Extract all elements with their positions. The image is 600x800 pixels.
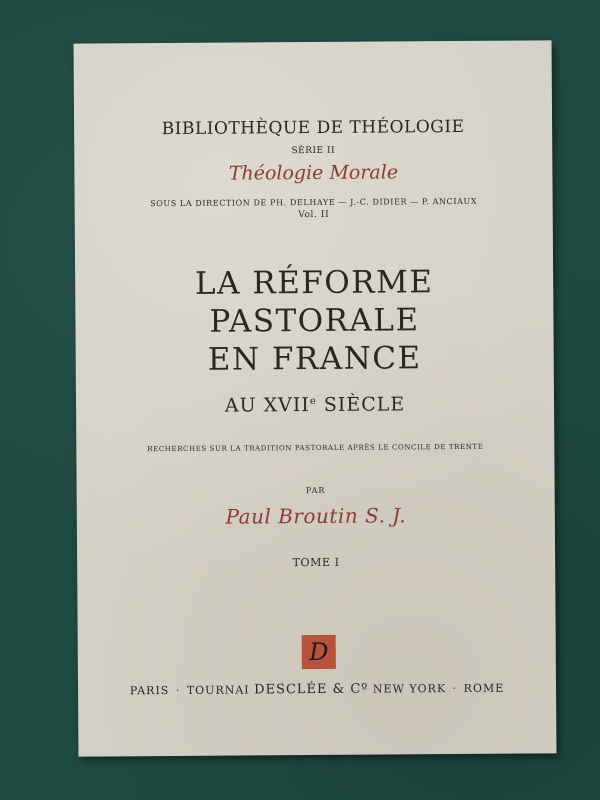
title-line: PASTORALE xyxy=(209,302,420,340)
title-line: EN FRANCE xyxy=(207,340,422,378)
editorial-direction xyxy=(75,196,553,221)
separator: · xyxy=(175,683,181,697)
volume-label: Vol. II xyxy=(298,209,330,221)
editors-line: SOUS LA DIRECTION DE PH. DELHAYE — J.-C. DIDIER — P. ANCIAUX xyxy=(150,196,478,209)
century-superscript: e xyxy=(309,395,317,408)
imprint-city: NEW YORK xyxy=(372,682,447,696)
imprint-city: ROME xyxy=(463,681,505,695)
book-title xyxy=(75,262,554,379)
publisher-logo: D xyxy=(302,635,336,669)
series-subtitle: Théologie Morale xyxy=(228,161,399,185)
series-number: SÉRIE II xyxy=(291,145,336,157)
research-subtitle: RECHERCHES SUR LA TRADITION PASTORALE APRÈS LE CONCILE DE TRENTE xyxy=(147,442,484,454)
author-name: Paul Broutin S. J. xyxy=(225,503,407,529)
by-label: PAR xyxy=(305,485,326,496)
title-line: LA RÉFORME xyxy=(194,264,434,302)
century-subtitle xyxy=(76,392,554,417)
tome-label: TOME I xyxy=(292,555,340,570)
imprint-city: TOURNAI xyxy=(186,683,250,697)
century-prefix: AU XVII xyxy=(224,394,310,417)
series-title: BIBLIOTHÈQUE DE THÉOLOGIE xyxy=(161,116,465,140)
imprint-city: PARIS xyxy=(129,684,170,698)
century-suffix: SIÈCLE xyxy=(316,393,406,416)
book-cover xyxy=(74,40,557,756)
publisher-name: DESCLÉE & Cº xyxy=(254,681,369,698)
separator: · xyxy=(452,682,458,696)
publisher-imprint xyxy=(78,680,556,698)
